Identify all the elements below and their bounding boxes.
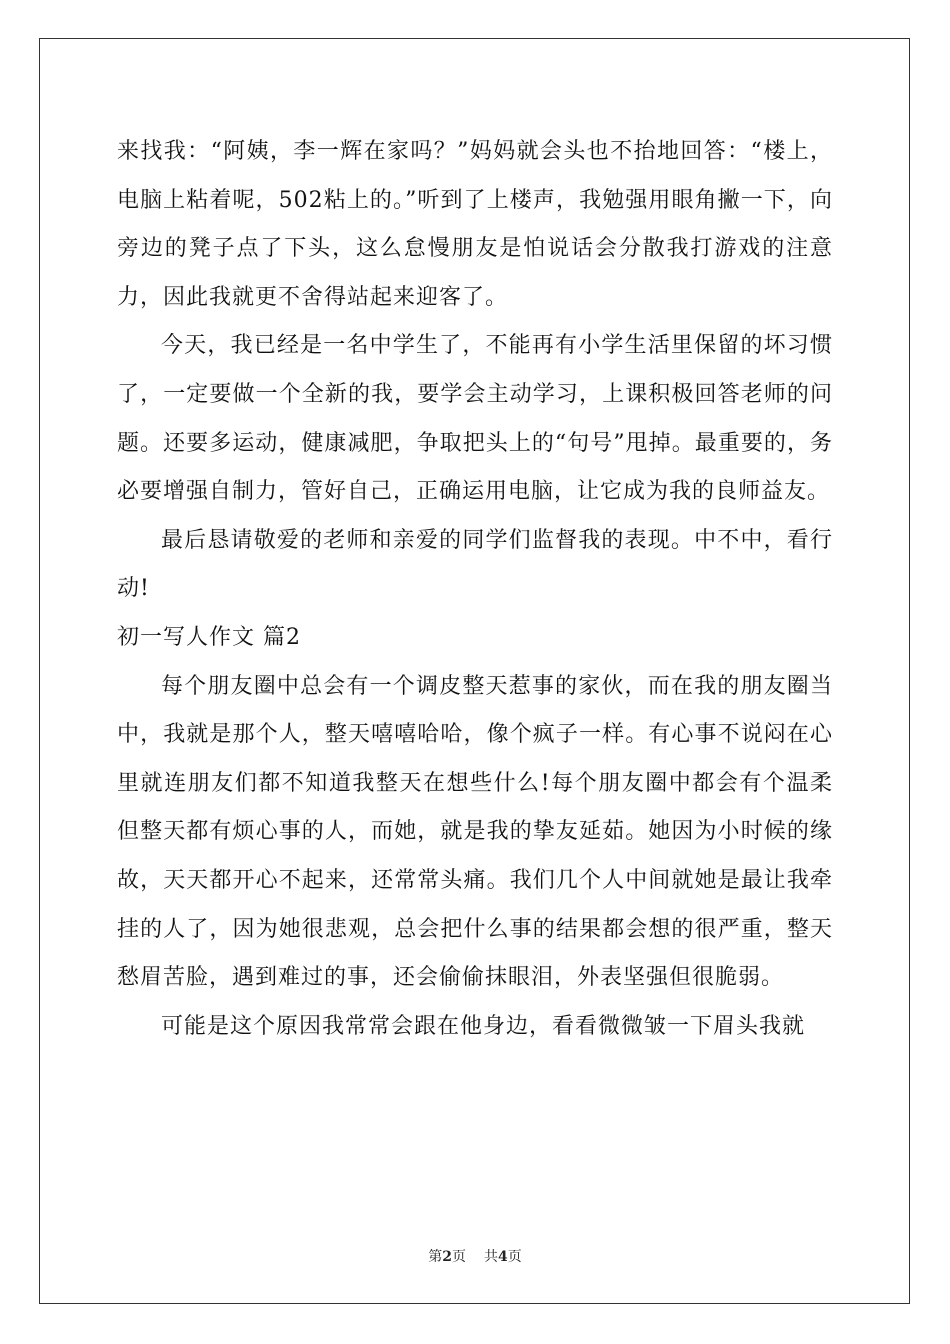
paragraph-2: 今天，我已经是一名中学生了，不能再有小学生活里保留的坏习惯了，一定要做一个全新的我，要学会主动学习，上课积极回答老师的问题。还要多运动，健康减肥，争取把头上的“句号”甩掉。最重要的，务必要增强自制力，管好自己，正确运用电脑，让它成为我的良师益友。 [117,333,833,505]
paragraph-5: 可能是这个原因我常常会跟在他身边，看看微微皱一下眉头我就 [161,1013,806,1039]
section-heading: 初一写人作文 篇2 [117,624,301,650]
page-total-suffix: 页 [507,1249,522,1265]
paragraph-4: 每个朋友圈中总会有一个调皮整天惹事的家伙，而在我的朋友圈当中，我就是那个人，整天嘻嘻哈哈，像个疯子一样。有心事不说闷在心里就连朋友们都不知道我整天在想些什么!每个朋友圈中都会有个温柔但整天都有烦心事的人，而她，就是我的挚友延茹。她因为小时候的缘故，天天都开心不起来，还常常头痛。我们几个人中间就她是最让我牵挂的人了，因为她很悲观，总会把什么事的结果都会想的很严重，整天愁眉苦脸，遇到难过的事，还会偷偷抹眼泪，外表坚强但很脆弱。 [117,673,833,991]
page-total-prefix: 共 [484,1249,498,1265]
page-number-current: 2 [442,1249,452,1265]
page-number-prefix: 第 [428,1249,443,1265]
page-number-suffix: 页 [452,1249,466,1265]
paragraph-3: 最后恳请敬爱的老师和亲爱的同学们监督我的表现。中不中，看行动! [117,527,833,602]
page-total: 4 [498,1249,508,1265]
document-body [117,128,833,1051]
page-footer [0,1246,950,1266]
paragraph-1: 来找我：“阿姨，李一辉在家吗？”妈妈就会头也不抬地回答：“楼上，电脑上粘着呢，502粘上的。”听到了上楼声，我勉强用眼角撇一下，向旁边的凳子点了下头，这么怠慢朋友是怕说话会分散我打游戏的注意力，因此我就更不舍得站起来迎客了。 [117,139,833,310]
